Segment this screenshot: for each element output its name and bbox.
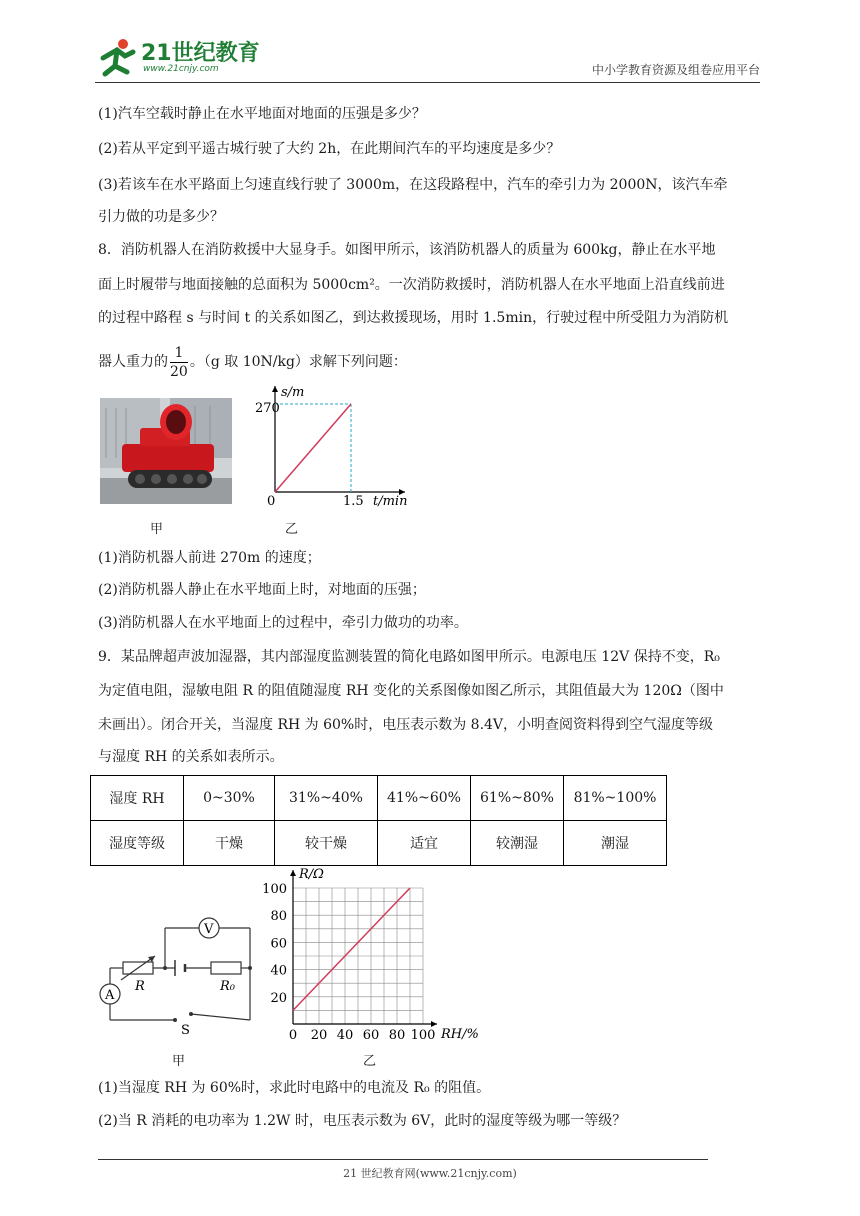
x-tick-label: 100 xyxy=(410,1028,436,1043)
q8-sub2: (2)消防机器人静止在水平地面上时，对地面的压强； xyxy=(98,582,426,598)
q9-sub2: (2)当 R 消耗的电功率为 1.2W 时，电压表示数为 6V，此时的湿度等级为哪一等级？ xyxy=(98,1113,627,1129)
fraction-denominator: 20 xyxy=(170,363,188,380)
y-axis-label: s/m xyxy=(281,385,305,400)
resistor-r-label: R xyxy=(135,979,145,994)
logo-url: www.21cnjy.com xyxy=(143,64,219,74)
y-axis-arrow-icon xyxy=(272,386,278,392)
logo xyxy=(95,34,260,78)
table-cell: 41%~60% xyxy=(378,776,471,821)
x-axis-label: t/min xyxy=(373,494,408,509)
origin-label: 0 xyxy=(267,494,276,509)
q7-part1: (1)汽车空载时静止在水平地面对地面的压强是多少？ xyxy=(98,106,426,122)
q8-sub1: (1)消防机器人前进 270m 的速度； xyxy=(98,550,321,566)
q7-part2: (2)若从平定到平遥古城行驶了大约 2h，在此期间汽车的平均速度是多少？ xyxy=(98,141,561,157)
q9-line4: 与湿度 RH 的关系如表所示。 xyxy=(98,749,284,765)
fixed-resistor xyxy=(211,962,241,974)
x-tick-label: 1.5 xyxy=(343,494,364,509)
table-cell: 0~30% xyxy=(184,776,275,821)
x-tick-label: 40 xyxy=(336,1028,354,1043)
x-tick-label: 80 xyxy=(388,1028,406,1043)
resistor-r0-label: R₀ xyxy=(220,979,235,994)
footer: 21 世纪教育网(www.21cnjy.com) xyxy=(343,1167,517,1180)
table-cell: 较潮湿 xyxy=(471,821,564,866)
arrow-head-icon xyxy=(148,956,155,962)
q8-line4-pre: 器人重力的 xyxy=(98,354,168,370)
q8-line4 xyxy=(98,342,407,382)
q9-line3: 未画出）。闭合开关，当湿度 RH 为 60%时，电压表示数为 8.4V，小明查阅资料得到空气湿度等级 xyxy=(98,717,714,733)
runner-logo-icon xyxy=(95,36,139,80)
y-tick-label: 80 xyxy=(270,909,287,925)
switch-pivot xyxy=(173,1018,177,1022)
ammeter-label: A xyxy=(105,988,115,1003)
figure-jia-caption: 甲 xyxy=(150,522,164,537)
s-t-data-line xyxy=(275,404,351,492)
y-tick-label: 40 xyxy=(270,963,287,979)
q8-line2: 面上时履带与地面接触的总面积为 5000cm²。一次消防救援时，消防机器人在水平地面上沿直线前进 xyxy=(98,277,725,293)
figure-yi-caption: 乙 xyxy=(285,522,299,537)
table-cell: 61%~80% xyxy=(471,776,564,821)
switch-contact xyxy=(189,1012,193,1016)
table-row xyxy=(91,776,667,821)
q9-sub1: (1)当湿度 RH 为 60%时，求此时电路中的电流及 R₀ 的阻值。 xyxy=(98,1080,491,1096)
y-axis-label: R/Ω xyxy=(299,867,324,882)
fire-robot-photo xyxy=(100,398,232,504)
table-cell: 适宜 xyxy=(378,821,471,866)
q9-line2: 为定值电阻，湿敏电阻 R 的阻值随湿度 RH 变化的关系图像如图乙所示，其阻值最大为 120Ω（图中 xyxy=(98,683,724,699)
page-header xyxy=(95,34,760,83)
q8-line4-post: 。（g 取 10N/kg）求解下列问题： xyxy=(189,354,407,370)
q8-line1: 8．消防机器人在消防救援中大显身手。如图甲所示，该消防机器人的质量为 600kg，静止在水平地 xyxy=(98,242,716,258)
x-tick-label: 0 xyxy=(288,1028,298,1043)
y-tick-label: 60 xyxy=(270,936,287,952)
junction-dot xyxy=(248,966,252,970)
switch-label: S xyxy=(181,1023,190,1035)
q8-sub3: (3)消防机器人在水平地面上的过程中，牵引力做功的功率。 xyxy=(98,615,468,631)
table-cell: 湿度 RH xyxy=(91,776,184,821)
footer-divider xyxy=(98,1159,708,1160)
y-tick-label: 270 xyxy=(255,401,280,416)
y-tick-label: 20 xyxy=(270,990,287,1006)
humidity-grade-table xyxy=(90,775,667,866)
table-cell: 较干燥 xyxy=(275,821,378,866)
fraction xyxy=(170,344,188,381)
table-cell: 潮湿 xyxy=(564,821,667,866)
circuit-diagram xyxy=(95,910,265,1035)
x-tick-label: 20 xyxy=(310,1028,328,1043)
table-cell: 干燥 xyxy=(184,821,275,866)
junction-dot xyxy=(163,966,167,970)
figure-jia-caption-2: 甲 xyxy=(172,1054,186,1069)
figure-yi-caption-2: 乙 xyxy=(363,1054,377,1069)
voltmeter-label: V xyxy=(204,922,214,937)
platform-title: 中小学教育资源及组卷应用平台 xyxy=(591,63,760,77)
table-cell: 湿度等级 xyxy=(91,821,184,866)
q7-part3-line2: 引力做的功是多少？ xyxy=(98,209,224,225)
q8-line3: 的过程中路程 s 与时间 t 的关系如图乙，到达救援现场，用时 1.5min，行驶过程中所受阻力为消防机 xyxy=(98,310,729,326)
table-cell: 81%~100% xyxy=(564,776,667,821)
x-tick-label: 60 xyxy=(362,1028,380,1043)
y-axis-arrow-icon xyxy=(290,870,296,876)
table-row xyxy=(91,821,667,866)
q7-part3-line1: (3)若该车在水平路面上匀速直线行驶了 3000m，在这段路程中，汽车的牵引力为 2000N，该汽车牵 xyxy=(98,177,728,193)
x-axis-label: RH/% xyxy=(441,1027,479,1042)
y-tick-label: 100 xyxy=(262,882,287,897)
q9-line1: 9．某品牌超声波加湿器，其内部湿度监测装置的简化电路如图甲所示。电源电压 12V 保持不变，R₀ xyxy=(98,649,720,665)
table-cell: 31%~40% xyxy=(275,776,378,821)
r-rh-data-line xyxy=(293,888,410,1010)
r-rh-graph xyxy=(255,864,495,1044)
fraction-numerator: 1 xyxy=(170,344,188,363)
x-axis-arrow-icon xyxy=(431,1021,437,1027)
s-t-graph xyxy=(255,382,425,512)
logo-text: 21世纪教育 xyxy=(141,41,260,66)
